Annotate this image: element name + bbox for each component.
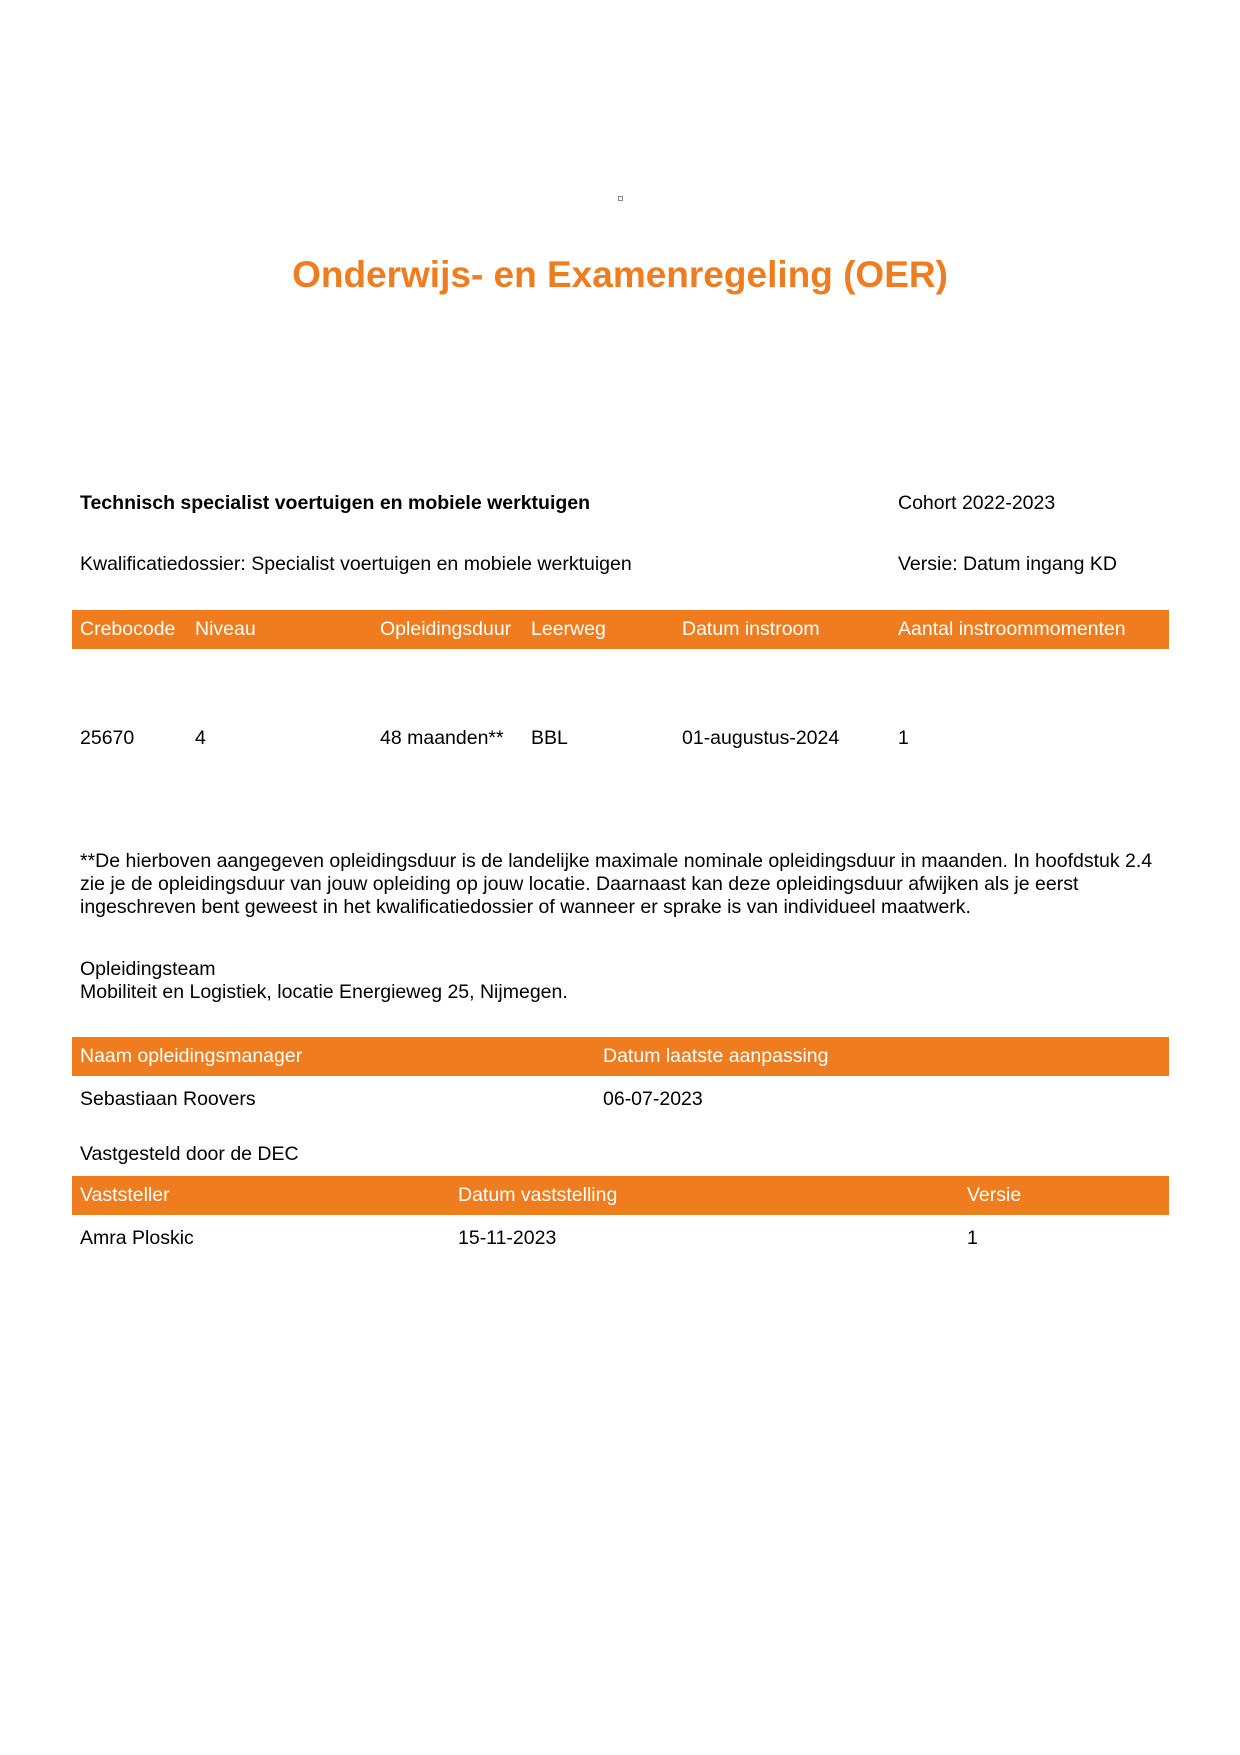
cohort-label: Cohort 2022-2023 — [898, 492, 1056, 514]
column-header-naam-opleidingsmanager: Naam opleidingsmanager — [80, 1045, 303, 1067]
column-header-vaststeller: Vaststeller — [80, 1184, 170, 1206]
cell-last-modified: 06-07-2023 — [603, 1088, 703, 1110]
dec-label: Vastgesteld door de DEC — [80, 1143, 299, 1165]
column-header-aantal-instroommomenten: Aantal instroommomenten — [898, 618, 1126, 640]
cell-leerweg: BBL — [531, 727, 568, 749]
cell-opleidingsduur: 48 maanden** — [380, 727, 504, 749]
column-header-niveau: Niveau — [195, 618, 256, 640]
column-header-datum-vaststelling: Datum vaststelling — [458, 1184, 618, 1206]
cell-datum-vaststelling: 15-11-2023 — [458, 1227, 557, 1249]
cell-versie: 1 — [967, 1227, 978, 1249]
cell-datum-instroom: 01-augustus-2024 — [682, 727, 840, 749]
column-header-datum-instroom: Datum instroom — [682, 618, 820, 640]
footnote: **De hierboven aangegeven opleidingsduur is de landelijke maximale nominale opleidingsduur in maanden. In hoofdstuk 2.4 zie je de opleidingsduur van jouw opleiding op jouw locatie. Daarnaast kan deze opleidingsduur afwijken als je eerst ingeschreven bent geweest in het kwalificatiedossier of wanneer er sprake is van individueel maatwerk. — [80, 850, 1153, 918]
details-table-row — [72, 727, 1169, 751]
manager-table-row — [72, 1088, 1169, 1112]
cell-niveau: 4 — [195, 727, 206, 749]
column-header-opleidingsduur: Opleidingsduur — [380, 618, 512, 640]
column-header-leerweg: Leerweg — [531, 618, 606, 640]
cell-vaststeller: Amra Ploskic — [80, 1227, 194, 1249]
placeholder-image-marker — [618, 196, 623, 201]
dossier-label: Kwalificatiedossier: Specialist voertuigen en mobiele werktuigen — [80, 553, 632, 575]
column-header-versie: Versie — [967, 1184, 1022, 1206]
cell-crebocode: 25670 — [80, 727, 135, 749]
approval-table-row — [72, 1227, 1169, 1251]
team-label: Opleidingsteam — [80, 958, 216, 980]
version-label: Versie: Datum ingang KD — [898, 553, 1117, 575]
program-name: Technisch specialist voertuigen en mobiele werktuigen — [80, 492, 591, 514]
cell-aantal-instroommomenten: 1 — [898, 727, 909, 749]
approval-table-header — [72, 1176, 1169, 1215]
manager-table-header — [72, 1037, 1169, 1076]
column-header-datum-laatste-aanpassing: Datum laatste aanpassing — [603, 1045, 829, 1067]
details-table-header — [72, 610, 1169, 649]
document-title: Onderwijs- en Examenregeling (OER) — [292, 254, 948, 295]
cell-manager-name: Sebastiaan Roovers — [80, 1088, 256, 1110]
team-location: Mobiliteit en Logistiek, locatie Energieweg 25, Nijmegen. — [80, 981, 568, 1003]
column-header-crebocode: Crebocode — [80, 618, 176, 640]
